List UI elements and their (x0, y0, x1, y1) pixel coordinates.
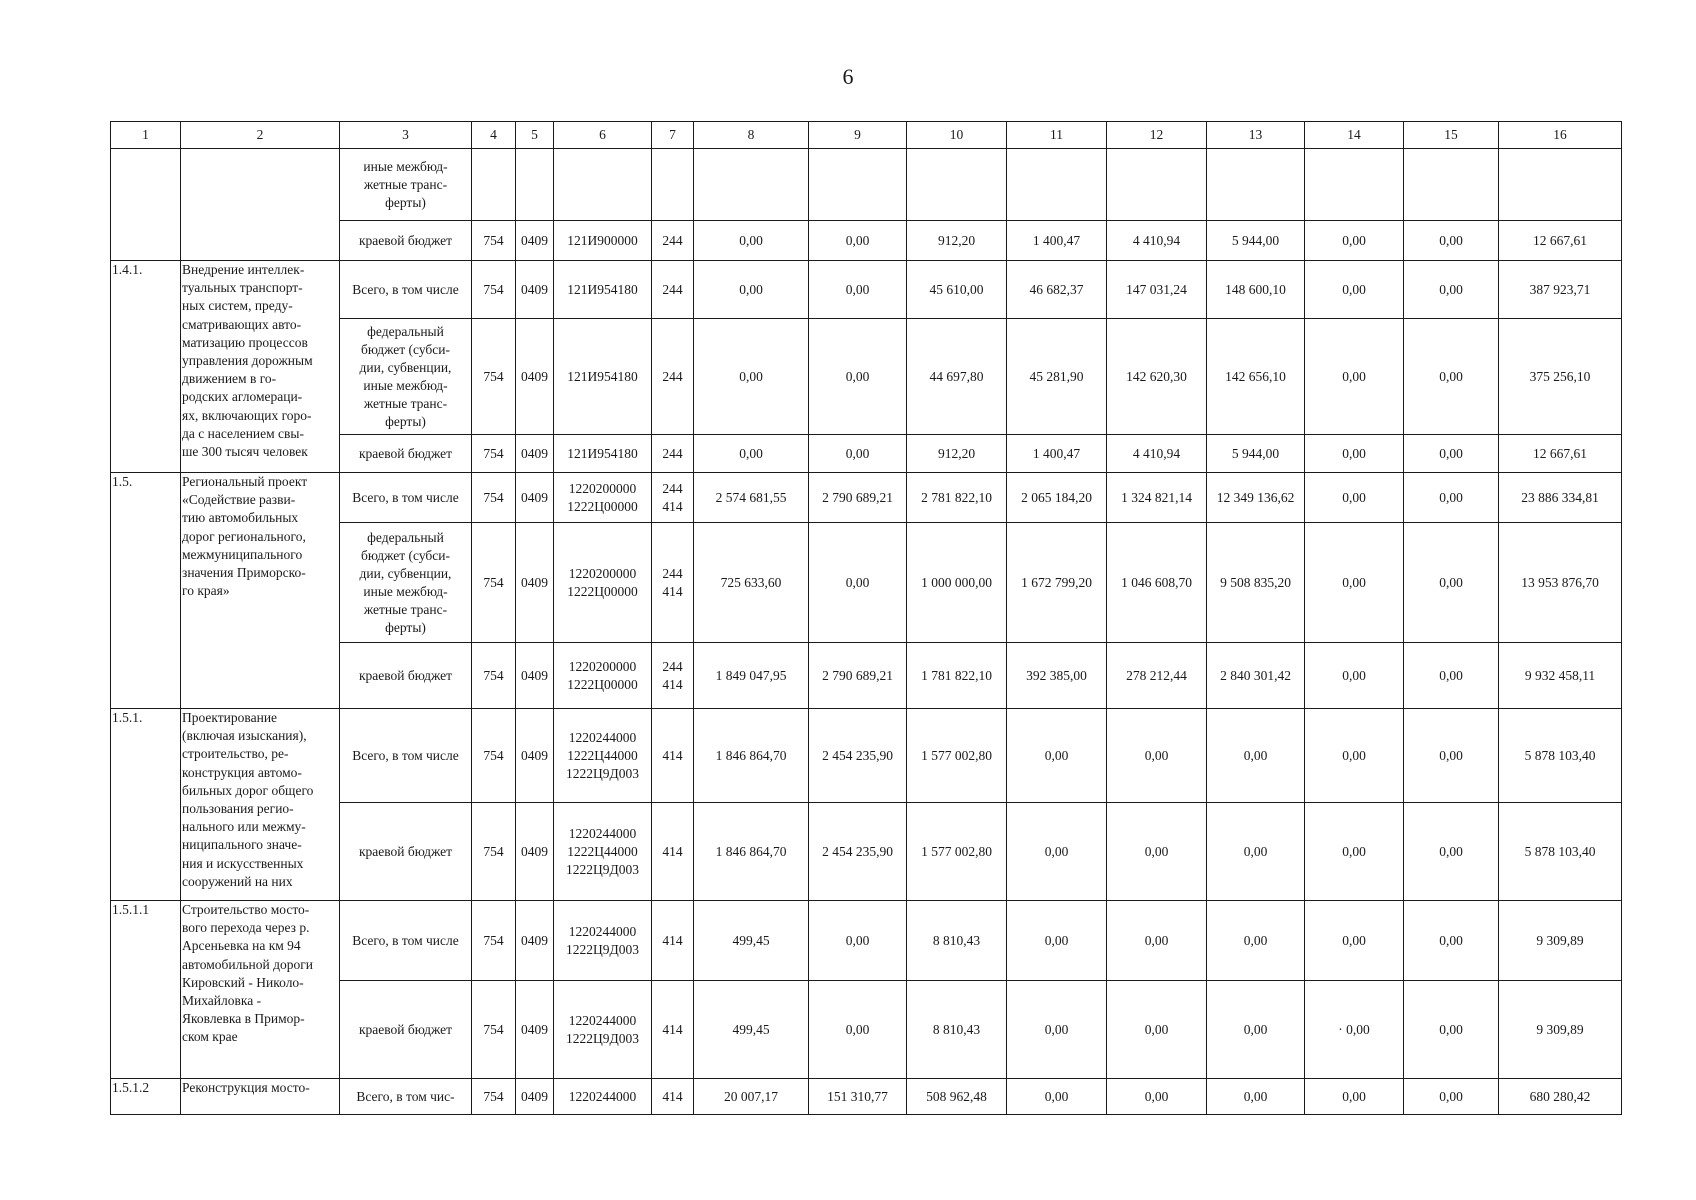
amount-cell: 1 672 799,20 (1007, 523, 1107, 643)
target-article-cell: 1220244000 1222Ц44000 1222Ц9Д003 (554, 709, 652, 803)
amount-cell: 1 849 047,95 (694, 643, 809, 709)
amount-cell: 5 878 103,40 (1499, 803, 1622, 901)
amount-cell: · 0,00 (1305, 981, 1404, 1079)
ministry-code-cell: 754 (472, 523, 516, 643)
expense-type-cell: 244 414 (652, 473, 694, 523)
amount-cell: 0,00 (1404, 981, 1499, 1079)
item-number-cell: 1.4.1. (111, 261, 181, 473)
table-row (111, 473, 1622, 523)
amount-cell: 0,00 (1404, 221, 1499, 261)
amount-cell: 0,00 (1305, 1079, 1404, 1115)
amount-cell: 0,00 (694, 261, 809, 319)
col-header: 1 (111, 122, 181, 149)
amount-cell: 1 781 822,10 (907, 643, 1007, 709)
ministry-code-cell: 754 (472, 643, 516, 709)
funding-source-cell: Всего, в том числе (340, 901, 472, 981)
amount-cell: 147 031,24 (1107, 261, 1207, 319)
amount-cell: 0,00 (1404, 709, 1499, 803)
amount-cell: 151 310,77 (809, 1079, 907, 1115)
target-article-cell: 1220244000 1222Ц9Д003 (554, 901, 652, 981)
amount-cell: 1 400,47 (1007, 435, 1107, 473)
amount-cell: 499,45 (694, 981, 809, 1079)
expense-type-cell (652, 149, 694, 221)
table-row (111, 709, 1622, 803)
amount-cell: 0,00 (1404, 523, 1499, 643)
amount-cell: 0,00 (1305, 901, 1404, 981)
target-article-cell: 1220244000 (554, 1079, 652, 1115)
amount-cell: 2 840 301,42 (1207, 643, 1305, 709)
col-header: 8 (694, 122, 809, 149)
amount-cell: 46 682,37 (1007, 261, 1107, 319)
amount-cell: 4 410,94 (1107, 221, 1207, 261)
section-code-cell: 0409 (516, 1079, 554, 1115)
amount-cell: 0,00 (1404, 1079, 1499, 1115)
col-header: 13 (1207, 122, 1305, 149)
ministry-code-cell: 754 (472, 319, 516, 435)
amount-cell: 392 385,00 (1007, 643, 1107, 709)
amount-cell: 912,20 (907, 221, 1007, 261)
section-code-cell: 0409 (516, 803, 554, 901)
col-header: 2 (181, 122, 340, 149)
expense-type-cell: 244 (652, 261, 694, 319)
section-code-cell: 0409 (516, 709, 554, 803)
amount-cell: 0,00 (1305, 319, 1404, 435)
amount-cell: 44 697,80 (907, 319, 1007, 435)
expense-type-cell: 244 (652, 319, 694, 435)
ministry-code-cell: 754 (472, 803, 516, 901)
expense-type-cell: 414 (652, 1079, 694, 1115)
funding-source-cell: Всего, в том числе (340, 709, 472, 803)
expense-type-cell: 414 (652, 709, 694, 803)
item-number-cell: 1.5.1.2 (111, 1079, 181, 1115)
amount-cell: 0,00 (1305, 473, 1404, 523)
item-description-cell: Региональный проект «Содействие разви- тию автомобильных дорог регионального, межмуниципального значения Приморско- го края» (181, 473, 340, 709)
ministry-code-cell (472, 149, 516, 221)
amount-cell (907, 149, 1007, 221)
amount-cell: 0,00 (809, 221, 907, 261)
amount-cell: 0,00 (1107, 981, 1207, 1079)
amount-cell: 45 281,90 (1007, 319, 1107, 435)
amount-cell: 12 667,61 (1499, 435, 1622, 473)
expense-type-cell: 414 (652, 803, 694, 901)
section-code-cell (516, 149, 554, 221)
section-code-cell: 0409 (516, 261, 554, 319)
expense-type-cell: 244 (652, 435, 694, 473)
amount-cell: 0,00 (809, 981, 907, 1079)
col-header: 15 (1404, 122, 1499, 149)
amount-cell: 1 000 000,00 (907, 523, 1007, 643)
funding-source-cell: Всего, в том числе (340, 261, 472, 319)
amount-cell: 1 577 002,80 (907, 709, 1007, 803)
amount-cell: 0,00 (1107, 803, 1207, 901)
amount-cell: 8 810,43 (907, 981, 1007, 1079)
page-number: 6 (842, 64, 854, 89)
amount-cell: 0,00 (1404, 261, 1499, 319)
item-description-cell: Реконструкция мосто- (181, 1079, 340, 1115)
section-code-cell: 0409 (516, 643, 554, 709)
amount-cell (1107, 149, 1207, 221)
amount-cell: 499,45 (694, 901, 809, 981)
funding-source-cell: федеральный бюджет (субси- дии, субвенции, иные межбюд- жетные транс- ферты) (340, 319, 472, 435)
amount-cell: 0,00 (1007, 981, 1107, 1079)
amount-cell: 0,00 (1107, 1079, 1207, 1115)
section-code-cell: 0409 (516, 473, 554, 523)
amount-cell: 2 454 235,90 (809, 709, 907, 803)
amount-cell: 0,00 (1207, 901, 1305, 981)
amount-cell: 725 633,60 (694, 523, 809, 643)
target-article-cell: 1220244000 1222Ц44000 1222Ц9Д003 (554, 803, 652, 901)
amount-cell: 387 923,71 (1499, 261, 1622, 319)
amount-cell: 9 508 835,20 (1207, 523, 1305, 643)
amount-cell: 0,00 (694, 221, 809, 261)
col-header: 16 (1499, 122, 1622, 149)
amount-cell: 0,00 (809, 901, 907, 981)
amount-cell: 680 280,42 (1499, 1079, 1622, 1115)
amount-cell: 1 577 002,80 (907, 803, 1007, 901)
amount-cell: 1 846 864,70 (694, 709, 809, 803)
amount-cell: 5 878 103,40 (1499, 709, 1622, 803)
amount-cell: 0,00 (1305, 221, 1404, 261)
amount-cell: 0,00 (1107, 709, 1207, 803)
ministry-code-cell: 754 (472, 221, 516, 261)
funding-source-cell: иные межбюд- жетные транс- ферты) (340, 149, 472, 221)
expense-type-cell: 244 414 (652, 523, 694, 643)
amount-cell: 0,00 (809, 435, 907, 473)
amount-cell: 0,00 (1207, 981, 1305, 1079)
item-number-cell (111, 149, 181, 261)
amount-cell (1007, 149, 1107, 221)
amount-cell: 4 410,94 (1107, 435, 1207, 473)
amount-cell: 13 953 876,70 (1499, 523, 1622, 643)
col-header: 11 (1007, 122, 1107, 149)
funding-source-cell: Всего, в том чис- (340, 1079, 472, 1115)
target-article-cell: 121И954180 (554, 261, 652, 319)
amount-cell (1207, 149, 1305, 221)
target-article-cell: 1220200000 1222Ц00000 (554, 473, 652, 523)
amount-cell: 0,00 (1404, 319, 1499, 435)
col-header: 4 (472, 122, 516, 149)
col-header: 7 (652, 122, 694, 149)
amount-cell: 9 309,89 (1499, 981, 1622, 1079)
table-row (111, 901, 1622, 981)
amount-cell: 12 349 136,62 (1207, 473, 1305, 523)
amount-cell: 0,00 (694, 435, 809, 473)
item-description-cell: Проектирование (включая изыскания), строительство, ре- конструкция автомо- бильных дорог общего пользования регио- нального или межму- ниципального значе- ния и искусственных сооружений на них (181, 709, 340, 901)
target-article-cell: 121И954180 (554, 319, 652, 435)
amount-cell: 9 932 458,11 (1499, 643, 1622, 709)
item-number-cell: 1.5.1.1 (111, 901, 181, 1079)
amount-cell: 142 656,10 (1207, 319, 1305, 435)
amount-cell: 1 324 821,14 (1107, 473, 1207, 523)
section-code-cell: 0409 (516, 523, 554, 643)
target-article-cell (554, 149, 652, 221)
amount-cell: 8 810,43 (907, 901, 1007, 981)
amount-cell: 0,00 (1305, 435, 1404, 473)
amount-cell: 0,00 (1404, 901, 1499, 981)
amount-cell: 0,00 (1207, 1079, 1305, 1115)
amount-cell: 912,20 (907, 435, 1007, 473)
funding-source-cell: Всего, в том числе (340, 473, 472, 523)
amount-cell: 0,00 (1007, 1079, 1107, 1115)
amount-cell: 5 944,00 (1207, 435, 1305, 473)
target-article-cell: 1220200000 1222Ц00000 (554, 643, 652, 709)
amount-cell: 0,00 (1207, 803, 1305, 901)
section-code-cell: 0409 (516, 221, 554, 261)
amount-cell: 2 790 689,21 (809, 643, 907, 709)
col-header: 3 (340, 122, 472, 149)
expense-type-cell: 414 (652, 981, 694, 1079)
table-row (111, 1079, 1622, 1115)
amount-cell: 0,00 (809, 319, 907, 435)
amount-cell: 0,00 (809, 261, 907, 319)
amount-cell: 5 944,00 (1207, 221, 1305, 261)
amount-cell: 23 886 334,81 (1499, 473, 1622, 523)
col-header: 14 (1305, 122, 1404, 149)
amount-cell: 0,00 (1305, 643, 1404, 709)
amount-cell: 45 610,00 (907, 261, 1007, 319)
table-row (111, 149, 1622, 221)
amount-cell: 12 667,61 (1499, 221, 1622, 261)
amount-cell: 2 790 689,21 (809, 473, 907, 523)
amount-cell: 2 781 822,10 (907, 473, 1007, 523)
amount-cell: 1 400,47 (1007, 221, 1107, 261)
amount-cell: 20 007,17 (694, 1079, 809, 1115)
header-row (111, 122, 1622, 149)
amount-cell: 1 846 864,70 (694, 803, 809, 901)
amount-cell (1499, 149, 1622, 221)
ministry-code-cell: 754 (472, 473, 516, 523)
amount-cell: 148 600,10 (1207, 261, 1305, 319)
item-description-cell (181, 149, 340, 261)
amount-cell: 278 212,44 (1107, 643, 1207, 709)
col-header: 5 (516, 122, 554, 149)
col-header: 6 (554, 122, 652, 149)
amount-cell: 0,00 (1007, 901, 1107, 981)
expense-type-cell: 244 (652, 221, 694, 261)
expense-type-cell: 244 414 (652, 643, 694, 709)
funding-source-cell: краевой бюджет (340, 981, 472, 1079)
amount-cell: 0,00 (1305, 709, 1404, 803)
item-number-cell: 1.5. (111, 473, 181, 709)
amount-cell: 0,00 (1404, 435, 1499, 473)
amount-cell: 9 309,89 (1499, 901, 1622, 981)
ministry-code-cell: 754 (472, 981, 516, 1079)
amount-cell: 2 065 184,20 (1007, 473, 1107, 523)
table-row (111, 261, 1622, 319)
amount-cell: 2 574 681,55 (694, 473, 809, 523)
item-description-cell: Внедрение интеллек- туальных транспорт- ных систем, преду- сматривающих авто- матизацию процессов управления дорожным движением в го- родских агломераци- ях, включающих горо- да с населением свы- ше 300 тысяч человек (181, 261, 340, 473)
item-description-cell: Строительство мосто- вого перехода через р. Арсеньевка на км 94 автомобильной дороги Кировский - Николо- Михайловка - Яковлевка в Примор- ском крае (181, 901, 340, 1079)
section-code-cell: 0409 (516, 319, 554, 435)
amount-cell: 0,00 (1007, 709, 1107, 803)
funding-source-cell: краевой бюджет (340, 643, 472, 709)
amount-cell: 0,00 (1007, 803, 1107, 901)
amount-cell: 0,00 (1404, 803, 1499, 901)
funding-source-cell: краевой бюджет (340, 221, 472, 261)
amount-cell (694, 149, 809, 221)
amount-cell: 0,00 (1305, 261, 1404, 319)
col-header: 10 (907, 122, 1007, 149)
amount-cell: 0,00 (1305, 523, 1404, 643)
amount-cell: 142 620,30 (1107, 319, 1207, 435)
amount-cell: 375 256,10 (1499, 319, 1622, 435)
section-code-cell: 0409 (516, 901, 554, 981)
ministry-code-cell: 754 (472, 435, 516, 473)
budget-table (110, 121, 1622, 1115)
section-code-cell: 0409 (516, 981, 554, 1079)
ministry-code-cell: 754 (472, 261, 516, 319)
amount-cell: 0,00 (1207, 709, 1305, 803)
amount-cell (809, 149, 907, 221)
target-article-cell: 121И900000 (554, 221, 652, 261)
col-header: 12 (1107, 122, 1207, 149)
amount-cell: 0,00 (1404, 473, 1499, 523)
amount-cell: 508 962,48 (907, 1079, 1007, 1115)
amount-cell (1305, 149, 1404, 221)
amount-cell: 0,00 (694, 319, 809, 435)
funding-source-cell: краевой бюджет (340, 435, 472, 473)
section-code-cell: 0409 (516, 435, 554, 473)
amount-cell: 1 046 608,70 (1107, 523, 1207, 643)
amount-cell: 0,00 (1305, 803, 1404, 901)
ministry-code-cell: 754 (472, 709, 516, 803)
amount-cell: 0,00 (1107, 901, 1207, 981)
ministry-code-cell: 754 (472, 1079, 516, 1115)
funding-source-cell: краевой бюджет (340, 803, 472, 901)
ministry-code-cell: 754 (472, 901, 516, 981)
amount-cell: 2 454 235,90 (809, 803, 907, 901)
amount-cell (1404, 149, 1499, 221)
expense-type-cell: 414 (652, 901, 694, 981)
target-article-cell: 1220244000 1222Ц9Д003 (554, 981, 652, 1079)
amount-cell: 0,00 (1404, 643, 1499, 709)
funding-source-cell: федеральный бюджет (субси- дии, субвенции, иные межбюд- жетные транс- ферты) (340, 523, 472, 643)
target-article-cell: 121И954180 (554, 435, 652, 473)
target-article-cell: 1220200000 1222Ц00000 (554, 523, 652, 643)
col-header: 9 (809, 122, 907, 149)
item-number-cell: 1.5.1. (111, 709, 181, 901)
amount-cell: 0,00 (809, 523, 907, 643)
